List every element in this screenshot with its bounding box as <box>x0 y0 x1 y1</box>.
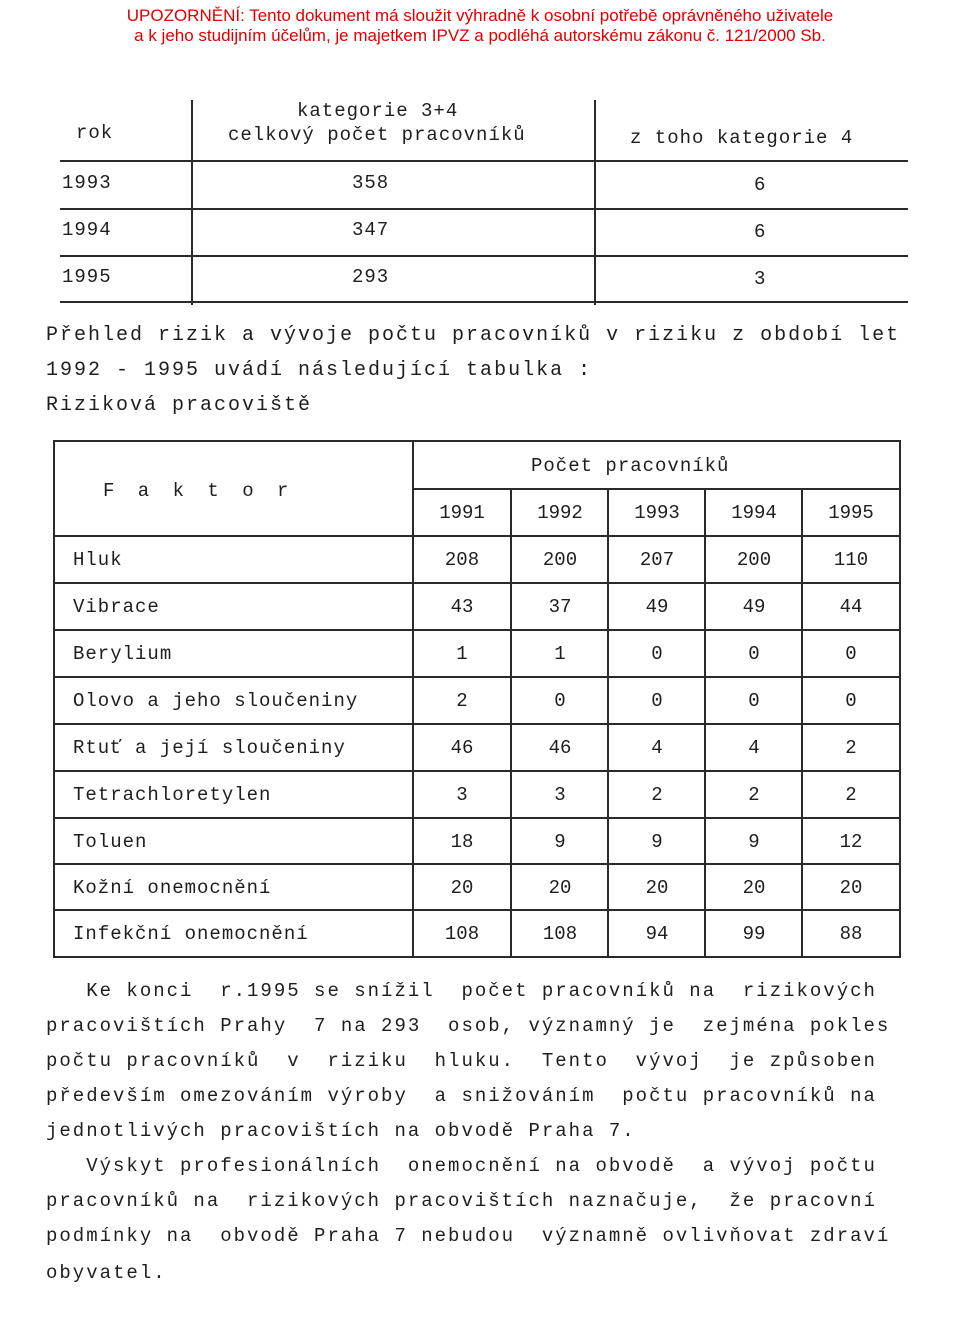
conclusion-line: pracovníků na rizikových pracovištích naznačuje, že pracovní <box>46 1190 877 1212</box>
table-cell: 4 <box>748 737 760 759</box>
factor-label: Kožní onemocnění <box>73 877 272 899</box>
table-cell: 9 <box>651 831 663 853</box>
table-cell: 0 <box>554 690 566 712</box>
table-cell: 18 <box>450 831 474 853</box>
table-cell: 2 <box>845 737 857 759</box>
table-cell: 108 <box>542 923 578 945</box>
row-divider <box>55 770 901 772</box>
table-cell-cat4: 6 <box>754 221 767 243</box>
year-header: 1992 <box>537 502 583 524</box>
section-heading: Riziková pracoviště <box>46 394 313 417</box>
table-cell: 2 <box>456 690 468 712</box>
factor-label: Toluen <box>73 831 148 853</box>
header-divider <box>412 488 901 490</box>
table-cell: 9 <box>748 831 760 853</box>
row-divider <box>60 301 908 303</box>
header-worker-count: Počet pracovníků <box>531 455 730 477</box>
row-divider <box>55 817 901 819</box>
notice-line-2: a k jeho studijním účelům, je majetkem IPVZ a podléhá autorskému zákonu č. 121/2000 Sb. <box>134 26 826 45</box>
table-cell: 208 <box>444 549 480 571</box>
factor-label: Tetrachloretylen <box>73 784 272 806</box>
header-year: rok <box>76 122 114 144</box>
table-cell: 1 <box>554 643 566 665</box>
row-divider <box>55 535 901 537</box>
factor-label: Infekční onemocnění <box>73 923 309 945</box>
row-divider <box>60 208 908 210</box>
conclusion-line: Ke konci r.1995 se snížil počet pracovníků na rizikových <box>46 980 877 1002</box>
table-cell: 20 <box>742 877 766 899</box>
factor-label: Hluk <box>73 549 123 571</box>
copyright-notice <box>0 6 960 46</box>
table-cell: 37 <box>548 596 572 618</box>
table-cell: 49 <box>645 596 669 618</box>
table-cell: 20 <box>839 877 863 899</box>
conclusion-line: jednotlivých pracovištích na obvodě Praha 7. <box>46 1120 636 1142</box>
table-cell: 110 <box>833 549 869 571</box>
table-cell-total: 358 <box>352 172 390 194</box>
table-cell: 46 <box>450 737 474 759</box>
year-header: 1994 <box>731 502 777 524</box>
table-cell: 2 <box>748 784 760 806</box>
column-divider <box>594 100 596 305</box>
row-divider <box>55 676 901 678</box>
table-cell: 108 <box>444 923 480 945</box>
table-cell: 20 <box>548 877 572 899</box>
factor-label: Rtuť a její sloučeniny <box>73 737 346 759</box>
row-divider <box>60 160 908 162</box>
table-cell: 0 <box>748 643 760 665</box>
conclusion-line: Výskyt profesionálních onemocnění na obvodě a vývoj počtu <box>46 1155 877 1177</box>
table-cell: 3 <box>554 784 566 806</box>
table-cell: 12 <box>839 831 863 853</box>
table-cell: 94 <box>645 923 669 945</box>
column-divider <box>191 100 193 305</box>
table-cell-total: 293 <box>352 266 390 288</box>
year-header: 1995 <box>828 502 874 524</box>
table-cell: 43 <box>450 596 474 618</box>
notice-line-1: UPOZORNĚNÍ: Tento dokument má sloužit výhradně k osobní potřebě oprávněného uživatele <box>126 6 834 25</box>
factor-label: Vibrace <box>73 596 160 618</box>
table-cell: 9 <box>554 831 566 853</box>
intro-line-1: Přehled rizik a vývoje počtu pracovníků v riziku z období let <box>46 324 901 347</box>
year-header: 1993 <box>634 502 680 524</box>
row-divider <box>55 909 901 911</box>
conclusion-line: především omezováním výroby a snižováním počtu pracovníků na <box>46 1085 877 1107</box>
year-header: 1991 <box>439 502 485 524</box>
risk-workplaces-table <box>53 440 901 958</box>
table-cell: 2 <box>845 784 857 806</box>
table-cell-year: 1995 <box>62 266 112 288</box>
table-cell: 20 <box>450 877 474 899</box>
header-total-line2: celkový počet pracovníků <box>228 124 526 146</box>
table-cell: 0 <box>651 690 663 712</box>
header-total-line1: kategorie 3+4 <box>297 100 459 122</box>
header-factor: F a k t o r <box>103 480 295 502</box>
row-divider <box>60 255 908 257</box>
table-cell-year: 1993 <box>62 172 112 194</box>
table-cell-year: 1994 <box>62 219 112 241</box>
table-cell: 207 <box>639 549 675 571</box>
intro-line-2: 1992 - 1995 uvádí následující tabulka : <box>46 359 593 382</box>
conclusion-line: podmínky na obvodě Praha 7 nebudou významně ovlivňovat zdraví <box>46 1225 891 1247</box>
table-cell: 99 <box>742 923 766 945</box>
table-cell: 200 <box>542 549 578 571</box>
table-cell: 44 <box>839 596 863 618</box>
table-cell: 200 <box>736 549 772 571</box>
table-cell: 0 <box>651 643 663 665</box>
table-cell: 0 <box>748 690 760 712</box>
table-cell: 0 <box>845 690 857 712</box>
table-cell: 20 <box>645 877 669 899</box>
table-cell: 2 <box>651 784 663 806</box>
row-divider <box>55 723 901 725</box>
table-cell-cat4: 6 <box>754 174 767 196</box>
table-cell: 0 <box>845 643 857 665</box>
conclusion-line: počtu pracovníků v riziku hluku. Tento vývoj je způsoben <box>46 1050 877 1072</box>
conclusion-line: obyvatel. <box>46 1262 167 1284</box>
table-cell: 88 <box>839 923 863 945</box>
table-cell: 49 <box>742 596 766 618</box>
row-divider <box>55 582 901 584</box>
staff-category-table <box>60 100 908 305</box>
row-divider <box>55 629 901 631</box>
conclusion-line: pracovištích Prahy 7 na 293 osob, významný je zejména pokles <box>46 1015 891 1037</box>
header-category4: z toho kategorie 4 <box>630 127 854 149</box>
row-divider <box>55 863 901 865</box>
factor-label: Olovo a jeho sloučeniny <box>73 690 359 712</box>
table-cell-cat4: 3 <box>754 268 767 290</box>
table-cell: 3 <box>456 784 468 806</box>
table-cell: 4 <box>651 737 663 759</box>
factor-label: Berylium <box>73 643 173 665</box>
table-cell: 46 <box>548 737 572 759</box>
table-cell: 1 <box>456 643 468 665</box>
table-cell-total: 347 <box>352 219 390 241</box>
